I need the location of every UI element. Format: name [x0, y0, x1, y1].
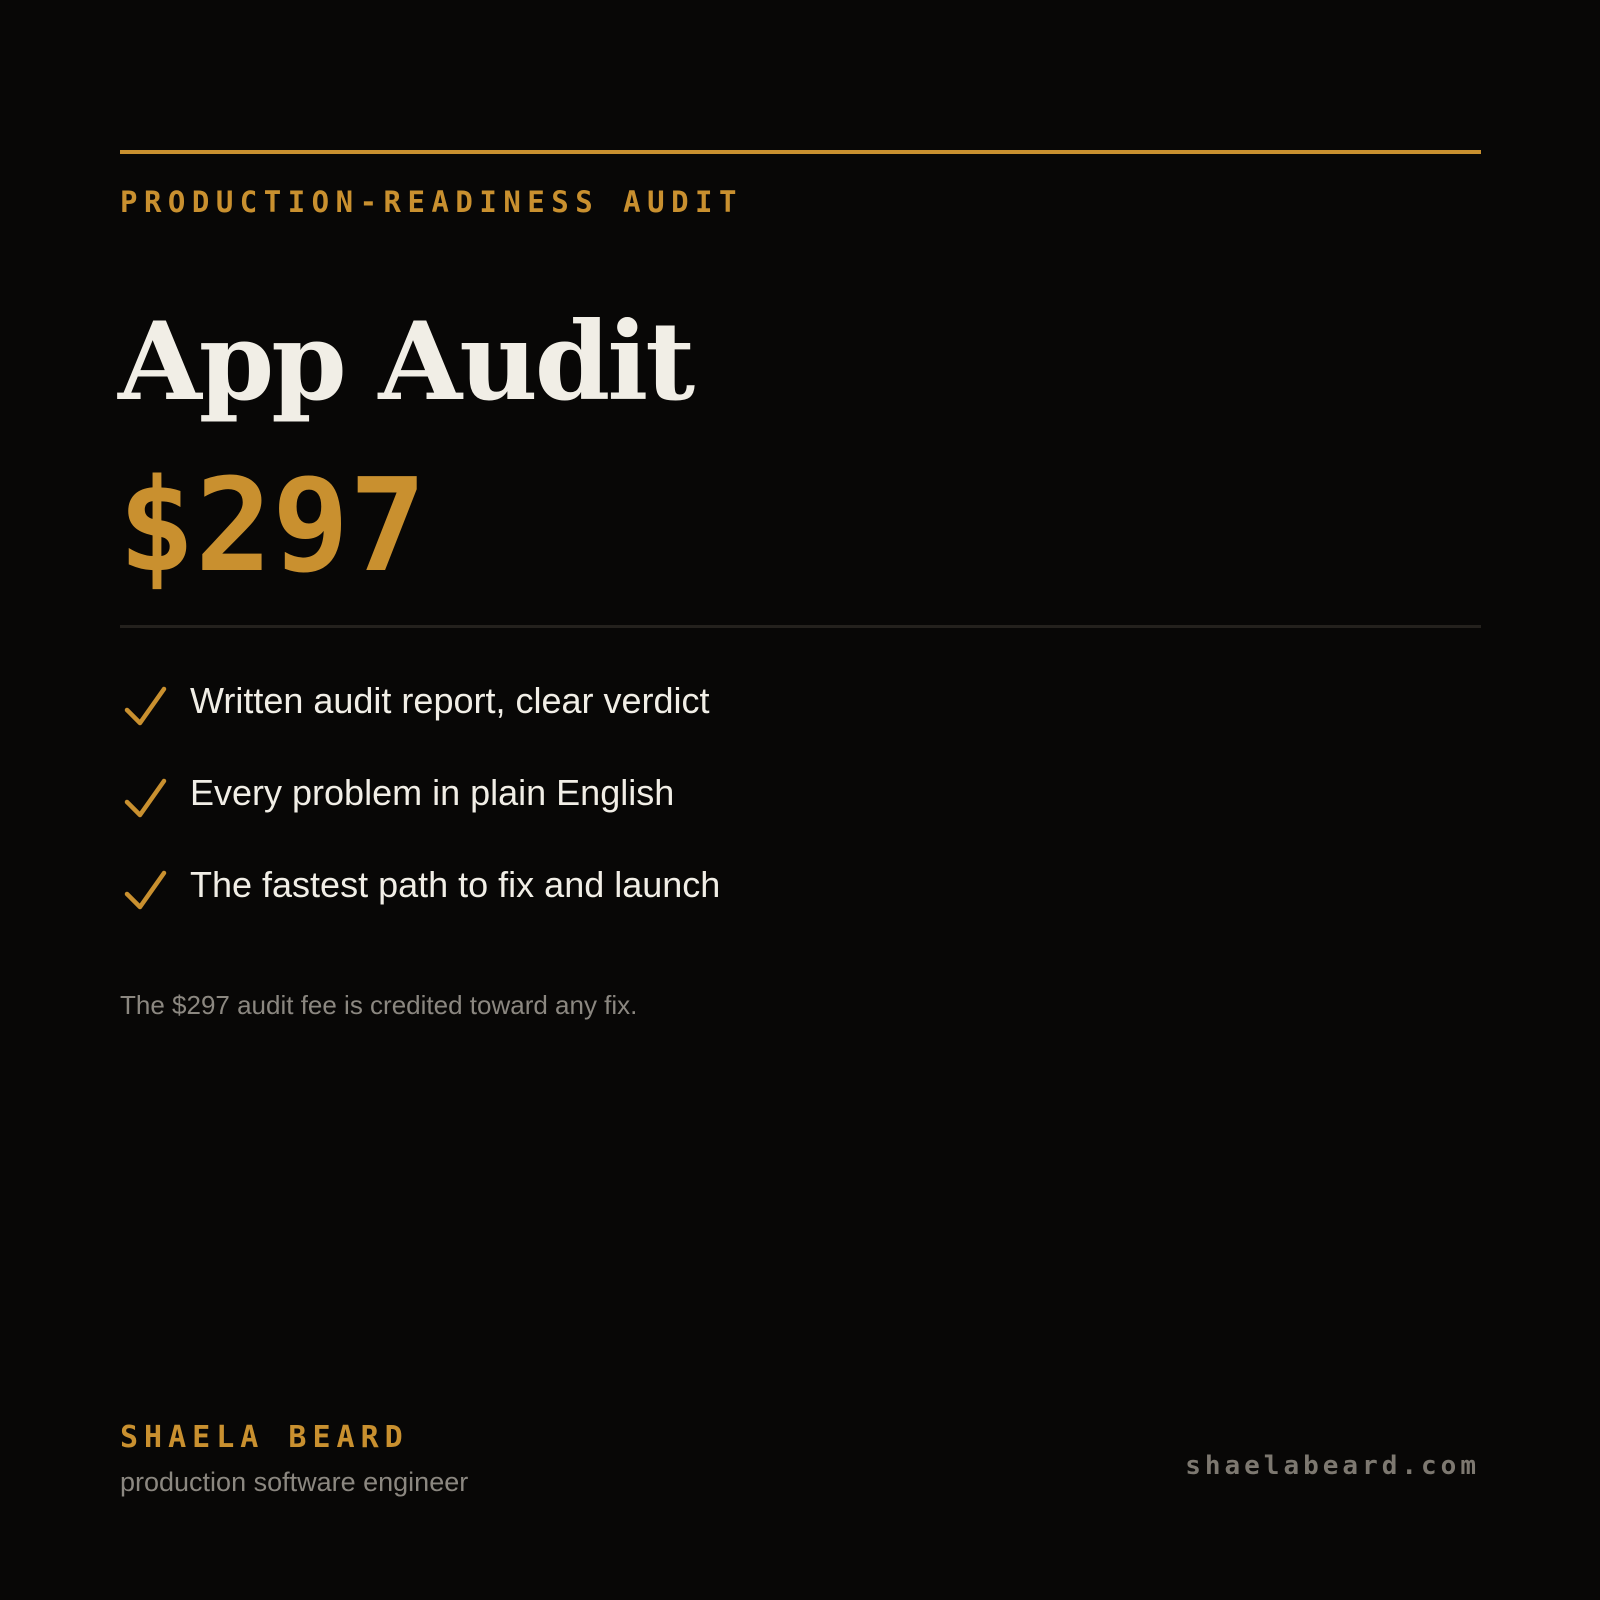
check-icon	[123, 778, 167, 822]
section-divider	[120, 625, 1481, 628]
page-title: App Audit	[118, 299, 693, 425]
author-name: SHAELA BEARD	[120, 1420, 409, 1455]
top-divider	[120, 150, 1481, 154]
kicker-label: PRODUCTION-READINESS AUDIT	[120, 185, 743, 219]
author-role: production software engineer	[120, 1467, 469, 1497]
feature-text: Written audit report, clear verdict	[190, 680, 710, 721]
feature-text: Every problem in plain English	[190, 772, 675, 813]
fee-note: The $297 audit fee is credited toward any fix.	[120, 990, 638, 1020]
feature-text: The fastest path to fix and launch	[190, 864, 721, 905]
check-icon	[123, 870, 167, 914]
price: $297	[118, 452, 427, 601]
check-icon	[123, 686, 167, 730]
website-link[interactable]: shaelabeard.com	[1185, 1451, 1480, 1481]
